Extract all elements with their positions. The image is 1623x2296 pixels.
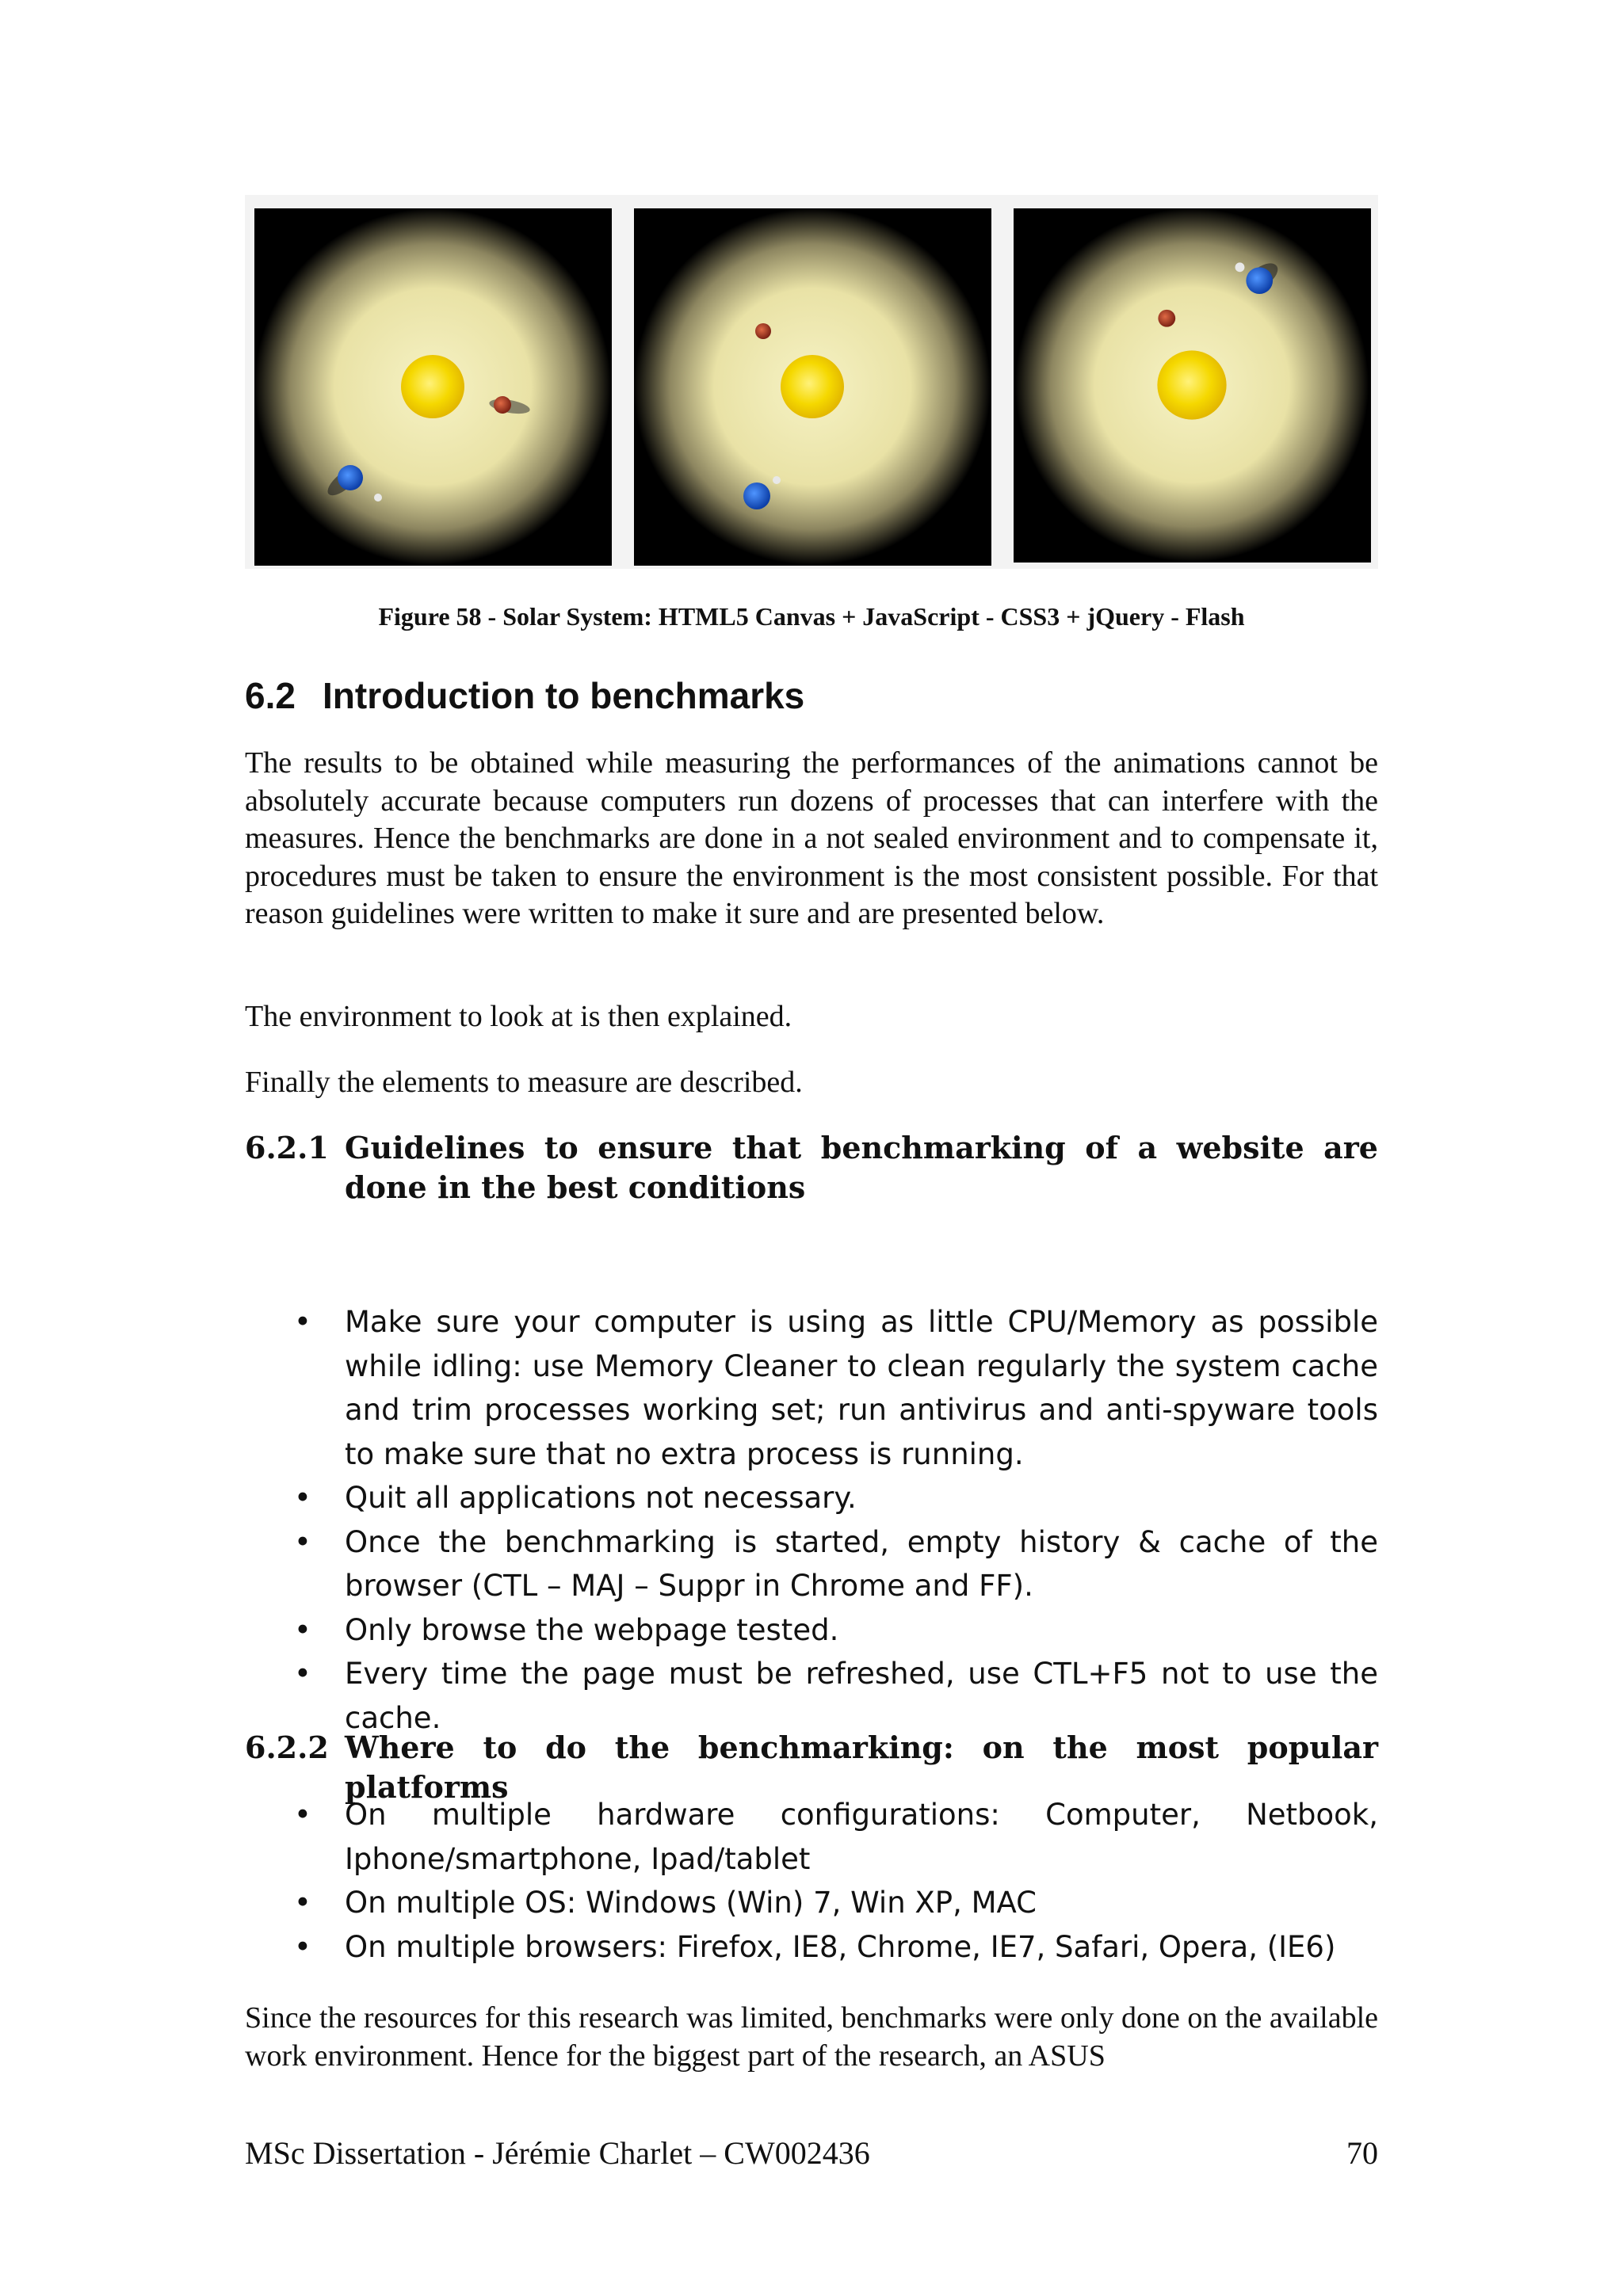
bullet-glyph: • xyxy=(294,1305,311,1339)
list-item-continuation: Iphone/smartphone, Ipad/tablet xyxy=(345,1841,811,1876)
mars-planet xyxy=(1158,310,1175,327)
list-item: • Only browse the webpage tested. xyxy=(245,1608,1378,1653)
solar-panel-canvas xyxy=(254,208,612,566)
bullet-glyph: • xyxy=(294,1657,311,1691)
subsection-title: Guidelines to ensure that benchmarking of a website are done in the best conditions xyxy=(345,1130,1378,1205)
section-title: Introduction to benchmarks xyxy=(323,675,805,716)
list-item: • Every time the page must be refreshed, use CTL+F5 not to use the cache. xyxy=(245,1652,1378,1740)
moon xyxy=(773,476,781,484)
guidelines-list xyxy=(245,1300,1378,1740)
page-number: 70 xyxy=(1346,2135,1378,2171)
bullet-glyph: • xyxy=(294,1798,311,1832)
mars-planet xyxy=(494,396,511,414)
solar-system-illustration xyxy=(1014,208,1371,563)
section-number: 6.2 xyxy=(245,675,296,716)
list-item: • On multiple browsers: Firefox, IE8, Chrome, IE7, Safari, Opera, (IE6) xyxy=(245,1925,1378,1970)
solar-panel-flash xyxy=(1014,208,1371,563)
solar-system-illustration xyxy=(254,208,612,566)
list-item: • On multiple OS: Windows (Win) 7, Win XP, MAC xyxy=(245,1881,1378,1925)
subsection-number: 6.2.1 xyxy=(245,1130,329,1165)
bullet-glyph: • xyxy=(294,1524,311,1559)
moon xyxy=(1235,262,1245,272)
earth-planet xyxy=(743,482,770,509)
paragraph-elements: Finally the elements to measure are described. xyxy=(245,1066,803,1099)
list-item: • On multiple hardware configurations: Computer, Netbook, xyxy=(245,1793,1378,1837)
list-item: • Once the benchmarking is started, empty history & cache of the browser (CTL – MAJ – Suppr in Chrome and FF). xyxy=(245,1520,1378,1608)
figure-58 xyxy=(245,195,1378,569)
bullet-glyph: • xyxy=(294,1886,311,1920)
earth-planet xyxy=(338,465,363,490)
solar-system-illustration xyxy=(634,208,991,566)
subsection-number: 6.2.2 xyxy=(245,1730,329,1765)
mars-planet xyxy=(755,323,771,339)
paragraph-closing: Since the resources for this research was limited, benchmarks were only done on the available work environment. Hence for the biggest part of the research, an ASUS xyxy=(245,2001,1378,2073)
list-item: • Make sure your computer is using as little CPU/Memory as possible while idling: use Memory Cleaner to clean regularly the system cache and trim processes working set; run antivirus and anti-spyware tools to make sure that no extra process is running. xyxy=(245,1300,1378,1476)
figure-caption: Figure 58 - Solar System: HTML5 Canvas + JavaScript - CSS3 + jQuery - Flash xyxy=(378,602,1245,631)
footer-title: MSc Dissertation - Jérémie Charlet – CW002436 xyxy=(245,2135,870,2171)
subsection-title: Where to do the benchmarking: on the most popular platforms xyxy=(345,1730,1378,1805)
subsection-heading-guidelines xyxy=(245,1128,1378,1207)
section-heading xyxy=(245,672,804,719)
bullet-glyph: • xyxy=(294,1929,311,1964)
paragraph-intro: The results to be obtained while measuring the performances of the animations cannot be absolutely accurate because computers run dozens of processes that can interfere with the measures. Hence the benchmarks are done in a not sealed environment and to compensate it, procedures must be taken to ensure the environment is the most consistent possible. For that reason guidelines were written to make it sure and are presented below. xyxy=(245,746,1378,930)
earth-planet xyxy=(1246,267,1273,294)
bullet-glyph: • xyxy=(294,1481,311,1515)
paragraph-environment: The environment to look at is then explained. xyxy=(245,1000,792,1033)
platforms-list xyxy=(245,1793,1378,1969)
solar-panel-css3 xyxy=(634,208,991,566)
list-item: • Quit all applications not necessary. xyxy=(245,1476,1378,1520)
moon xyxy=(374,494,382,502)
bullet-glyph: • xyxy=(294,1612,311,1647)
